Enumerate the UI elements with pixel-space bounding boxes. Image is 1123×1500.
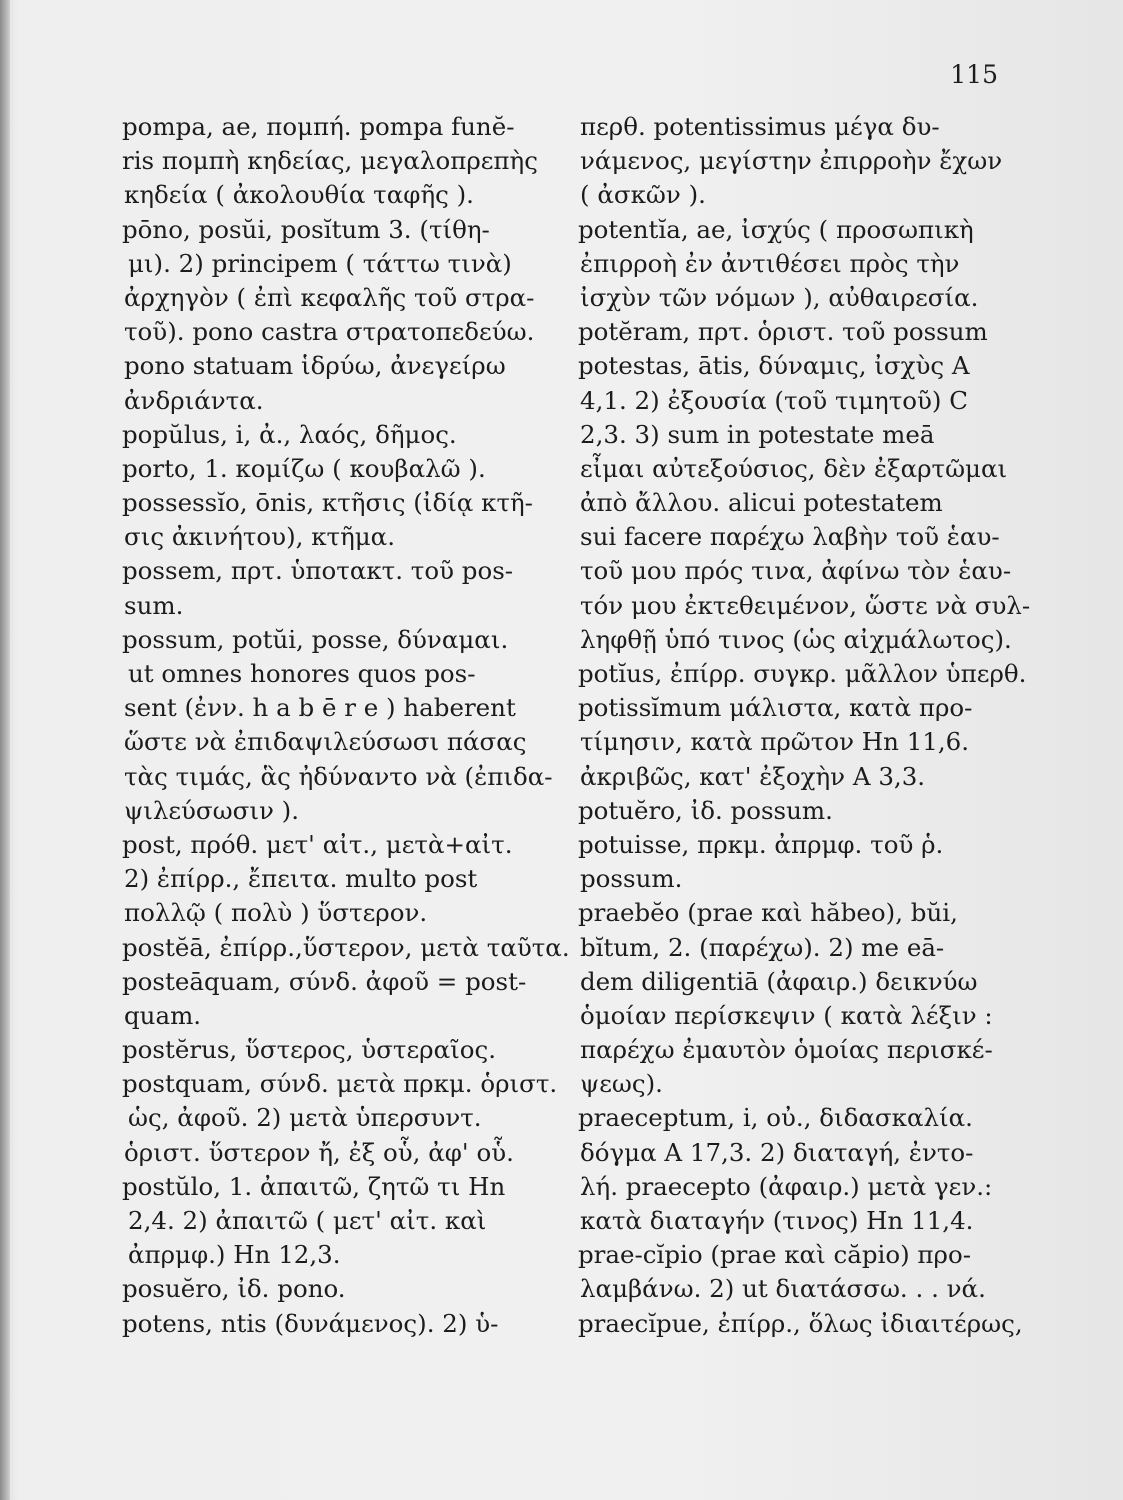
text-line: ὥστε νὰ ἐπιδαψιλεύσωσι πάσας xyxy=(124,727,527,757)
text-line: ἀρχηγὸν ( ἐπὶ κεφαλῆς τοῦ στρα- xyxy=(124,282,535,312)
text-line: pōno, posŭi, posĭtum 3. (τίθη- xyxy=(122,214,490,244)
page-number: 115 xyxy=(950,60,998,89)
text-line: παρέχω ἐμαυτὸν ὁμοίας περισκέ- xyxy=(580,1035,993,1065)
text-line: post, πρόθ. μετ' αἰτ., μετὰ+αἰτ. xyxy=(122,829,513,859)
text-line: δόγμα A 17,3. 2) διαταγή, ἐντο- xyxy=(580,1137,974,1167)
text-line: ψεως). xyxy=(580,1069,663,1099)
text-line: praebĕo (prae καὶ hăbeo), bŭi, xyxy=(578,898,958,928)
left-column xyxy=(122,110,570,1341)
text-line: τοῦ). pono castra στρατοπεδεύω. xyxy=(124,317,535,347)
text-line: μι). 2) principem ( τάττω τινὰ) xyxy=(128,248,512,278)
text-line: potens, ntis (δυνάμενος). 2) ὑ- xyxy=(122,1308,499,1338)
text-line: ὁριστ. ὕστερον ἤ, ἐξ οὗ, ἀφ' οὗ. xyxy=(124,1137,514,1167)
text-line: postŭlo, 1. ἀπαιτῶ, ζητῶ τι Hn xyxy=(122,1171,506,1201)
text-line: 2) ἐπίρρ., ἔπειτα. multo post xyxy=(124,864,478,894)
text-line: postĕrus, ὕστερος, ὑστεραῖος. xyxy=(122,1035,496,1065)
text-line: posteāquam, σύνδ. ἀφοῦ = post- xyxy=(122,966,527,996)
text-line: possum. xyxy=(580,864,683,894)
text-line: τόν μου ἐκτεθειμένον, ὥστε νὰ συλ- xyxy=(580,590,1031,620)
text-line: ψιλεύσωσιν ). xyxy=(124,795,299,825)
text-line: postquam, σύνδ. μετὰ πρκμ. ὁριστ. xyxy=(122,1069,558,1099)
text-line: postĕā, ἐπίρρ.,ὕστερον, μετὰ ταῦτα. xyxy=(122,932,570,962)
text-line: pompa, ae, πομπή. pompa funĕ- xyxy=(122,112,515,141)
text-line: porto, 1. κομίζω ( κουβαλῶ ). xyxy=(122,453,486,483)
text-line: quam. xyxy=(124,1000,202,1030)
text-line: ἀπὸ ἄλλου. alicui potestatem xyxy=(580,488,943,518)
text-line: πολλῷ ( πολὺ ) ὕστερον. xyxy=(124,898,428,928)
text-line: 2,3. 3) sum in potestate meā xyxy=(580,419,935,449)
text-line: ἀκριβῶς, κατ' ἐξοχὴν A 3,3. xyxy=(580,761,926,791)
right-column xyxy=(578,110,1031,1341)
text-line: εἶμαι αὐτεξούσιος, δὲν ἐξαρτῶμαι xyxy=(580,453,1008,483)
text-line: τοῦ μου πρός τινα, ἀφίνω τὸν ἑαυ- xyxy=(580,556,1012,586)
text-line: ris πομπὴ κηδείας, μεγαλοπρεπὴς xyxy=(122,146,538,176)
text-line: praeceptum, i, οὐ., διδασκαλία. xyxy=(578,1103,973,1133)
text-line: bĭtum, 2. (παρέχω). 2) me eā- xyxy=(580,932,945,962)
text-line: potentĭa, ae, ἰσχύς ( προσωπικὴ xyxy=(578,214,974,244)
text-line: possessĭo, ōnis, κτῆσις (ἰδίᾳ κτῆ- xyxy=(122,488,533,518)
text-line: ἰσχὺν τῶν νόμων ), αὐθαιρεσία. xyxy=(580,282,979,312)
text-line: νάμενος, μεγίστην ἐπιρροὴν ἔχων xyxy=(580,146,1003,176)
text-line: popŭlus, i, ἀ., λαός, δῆμος. xyxy=(122,419,457,449)
text-line: κηδεία ( ἀκολουθία ταφῆς ). xyxy=(124,180,474,210)
text-line: dem diligentiā (ἀφαιρ.) δεικνύω xyxy=(580,966,978,996)
text-line: pono statuam ἱδρύω, ἀνεγείρω xyxy=(124,351,506,381)
text-line: λή. praecepto (ἀφαιρ.) μετὰ γεν.: xyxy=(580,1171,993,1201)
text-line: potestas, ātis, δύναμις, ἰσχὺς A xyxy=(578,351,970,381)
text-line: λαμβάνω. 2) ut διατάσσω. . . νά. xyxy=(580,1274,986,1304)
text-line: potissĭmum μάλιστα, κατὰ προ- xyxy=(578,693,973,723)
text-line: sui facere παρέχω λαβὴν τοῦ ἑαυ- xyxy=(580,522,1000,552)
book-spine-shadow xyxy=(0,0,10,1500)
text-line: 2,4. 2) ἀπαιτῶ ( μετ' αἰτ. καὶ xyxy=(128,1206,487,1235)
text-line: ἐπιρροὴ ἐν ἀντιθέσει πρὸς τὴν xyxy=(580,248,960,278)
text-line: potuisse, πρκμ. ἀπρμφ. τοῦ ῥ. xyxy=(578,829,944,859)
text-line: possum, potŭi, posse, δύναμαι. xyxy=(122,624,509,654)
text-line: potuĕro, ἰδ. possum. xyxy=(578,795,833,825)
text-line: sent (ἐνν. h a b ē r e ) haberent xyxy=(124,693,516,723)
text-line: τίμησιν, κατὰ πρῶτον Hn 11,6. xyxy=(580,727,970,757)
text-line: prae-cĭpio (prae καὶ căpio) προ- xyxy=(578,1240,971,1270)
text-line: ut omnes honores quos pos- xyxy=(128,659,476,688)
text-line: posuĕro, ἰδ. pono. xyxy=(122,1274,346,1304)
text-line: ὁμοίαν περίσκεψιν ( κατὰ λέξιν : xyxy=(580,1000,993,1030)
text-line: potĭus, ἐπίρρ. συγκρ. μᾶλλον ὑπερθ. xyxy=(578,659,1027,688)
text-line: possem, πρτ. ὑποτακτ. τοῦ pos- xyxy=(122,556,514,586)
text-line: ( ἀσκῶν ). xyxy=(580,180,706,210)
text-line: ὡς, ἀφοῦ. 2) μετὰ ὑπερσυντ. xyxy=(128,1103,482,1133)
text-line: σις ἀκινήτου), κτῆμα. xyxy=(124,522,396,552)
text-line: ἀνδριάντα. xyxy=(124,385,264,415)
text-line: τὰς τιμάς, ἃς ἠδύναντο νὰ (ἐπιδα- xyxy=(124,761,553,791)
text-line: περθ. potentissimus μέγα δυ- xyxy=(580,112,940,141)
text-line: sum. xyxy=(124,590,184,620)
text-line: potĕram, πρτ. ὁριστ. τοῦ possum xyxy=(578,317,988,347)
text-line: ἀπρμφ.) Hn 12,3. xyxy=(128,1240,341,1270)
text-line: ληφθῇ ὑπό τινος (ὡς αἰχμάλωτος). xyxy=(580,624,1012,654)
text-line: praecĭpue, ἐπίρρ., ὅλως ἰδιαιτέρως, xyxy=(578,1308,1023,1338)
text-line: κατὰ διαταγήν (τινος) Hn 11,4. xyxy=(580,1206,974,1235)
text-line: 4,1. 2) ἐξουσία (τοῦ τιμητοῦ) C xyxy=(580,385,969,415)
